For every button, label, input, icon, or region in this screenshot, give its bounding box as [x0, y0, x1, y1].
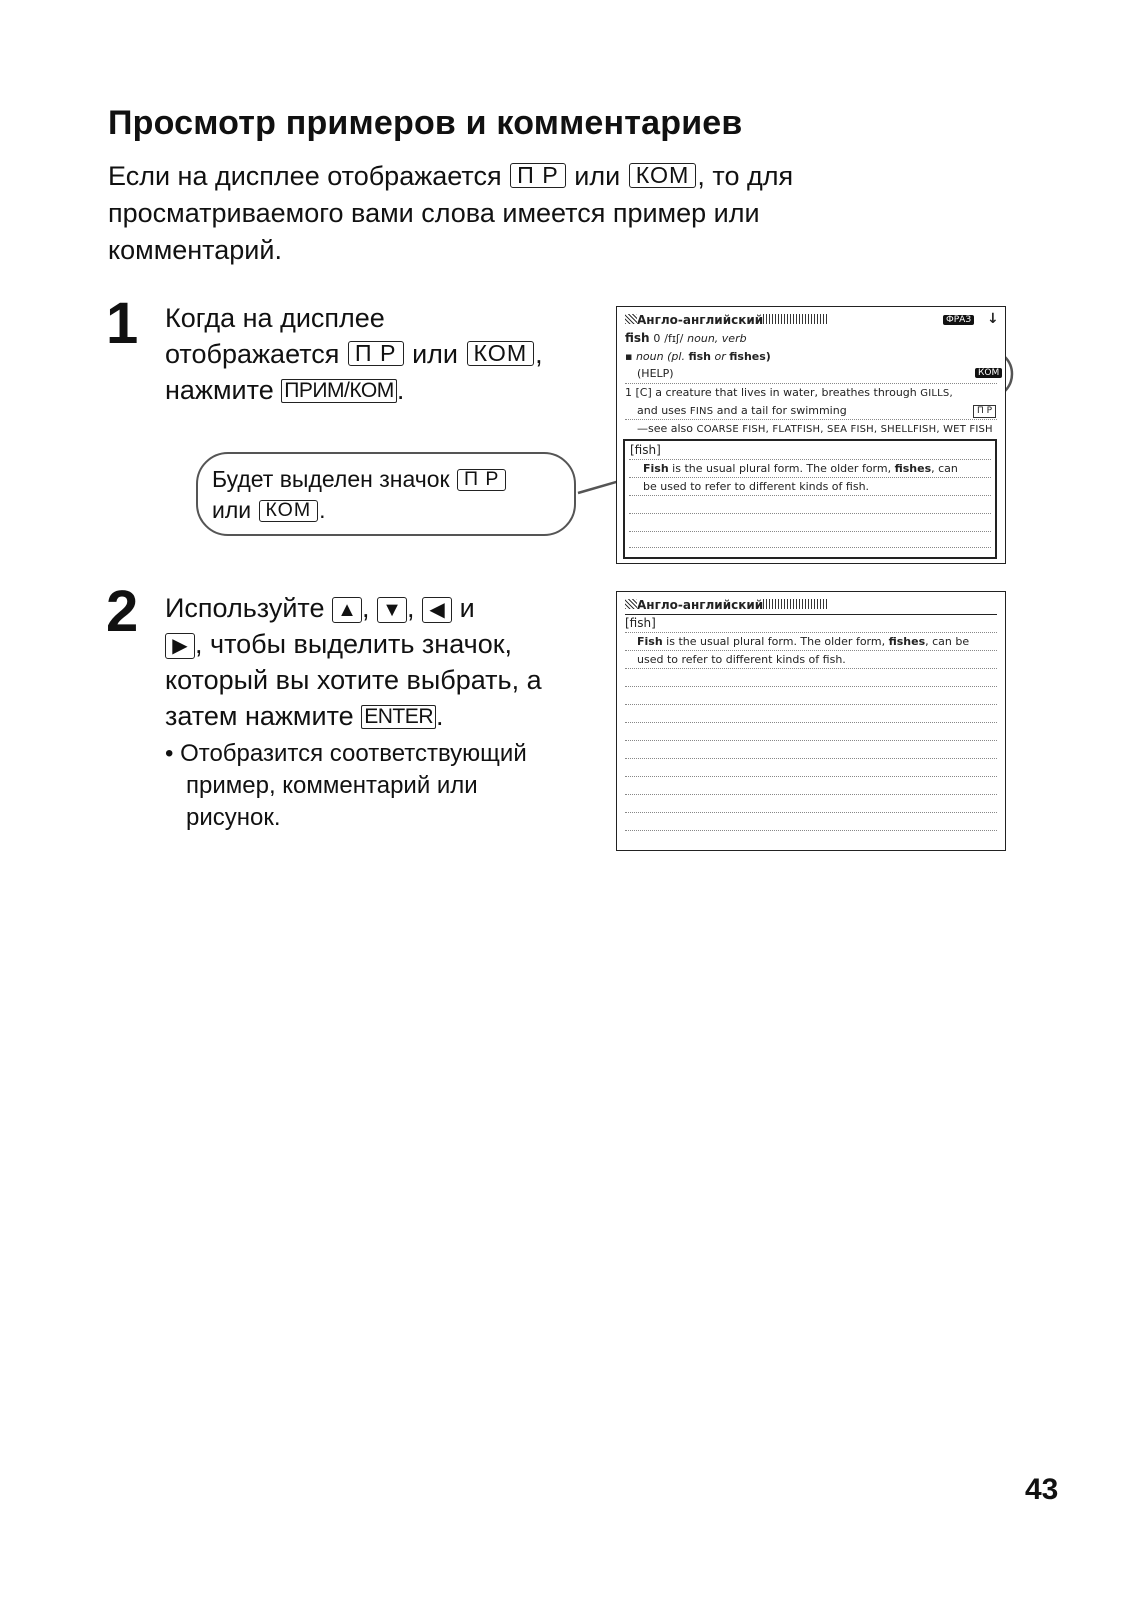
entry-line — [625, 331, 997, 346]
note-line-1 — [637, 634, 997, 649]
step-1-text-a: отображается — [165, 339, 340, 369]
popup-line-1 — [643, 461, 987, 476]
definition-text: 1 [C] a creature that lives in water, breathes through — [625, 386, 917, 399]
dotted-rule — [625, 383, 997, 384]
callout-period: . — [319, 497, 326, 523]
dotted-rule — [625, 794, 997, 795]
part-of-speech: noun, verb — [687, 332, 747, 345]
pr-icon: П Р — [510, 163, 566, 188]
step-2-period: . — [436, 701, 444, 731]
step-1-or: или — [412, 339, 458, 369]
dotted-rule — [625, 812, 997, 813]
popup-text-end: , can — [931, 462, 958, 475]
step-1-period: . — [396, 375, 405, 405]
step-2-text-a: Используйте — [165, 593, 325, 623]
step-2-number: 2 — [106, 579, 139, 644]
prim-kom-key: ПРИМ/КОМ — [281, 379, 397, 403]
dotted-rule — [625, 830, 997, 831]
definition-fins: FINS — [689, 406, 714, 417]
definition-text-b: and uses — [637, 404, 687, 417]
see-also-line — [637, 421, 997, 437]
intro-text-2: , то для — [697, 161, 794, 191]
popup-fish: Fish — [643, 462, 669, 475]
definition-text-c: and a tail for swimming — [716, 404, 847, 417]
dotted-rule — [629, 495, 991, 496]
phrase-badge: ФРАЗ — [943, 315, 974, 325]
dotted-rule — [625, 650, 997, 651]
kom-icon: КОМ — [259, 500, 319, 522]
kom-badge[interactable]: КОМ — [975, 368, 1002, 378]
popup-title: [fish] — [630, 443, 661, 457]
entry-word: fish — [625, 331, 650, 345]
noun-label: noun — [635, 350, 664, 363]
see-also-label: —see also — [637, 422, 694, 435]
dotted-rule — [629, 477, 991, 478]
step-1-text-b: нажмите — [165, 375, 274, 405]
dotted-rule — [629, 547, 991, 548]
screen-2-subtitle: [fish] — [625, 616, 656, 630]
pr-icon: П Р — [348, 341, 404, 366]
screen-2-header — [625, 598, 997, 613]
intro-or: или — [574, 161, 621, 191]
kom-icon: КОМ — [629, 163, 697, 188]
dotted-rule — [629, 459, 991, 460]
plural-label: (pl. — [667, 350, 685, 363]
step-1-comma: , — [535, 339, 543, 369]
see-also-items: COARSE FISH, FLATFISH, SEA FISH, SHELLFISH, WET FISH — [696, 424, 993, 435]
title-mark-icon — [625, 599, 637, 609]
intro-line-2: просматриваемого вами слова имеется пример или — [108, 198, 760, 228]
up-arrow-key-icon: ▲ — [332, 597, 362, 623]
note-text: is the usual plural form. The older form, — [662, 635, 889, 648]
note-text-end: , can be — [925, 635, 970, 648]
title-hatch-icon — [763, 314, 827, 324]
callout-text: Будет выделен значок — [212, 466, 450, 492]
help-line: (HELP) — [637, 367, 674, 380]
page-number: 43 — [1025, 1473, 1059, 1506]
plural-fishes: fishes) — [729, 350, 771, 363]
dictionary-screen-1 — [616, 306, 1006, 564]
screen-2-title: Англо-английский — [637, 598, 764, 612]
step-1-line-1: Когда на дисплее — [165, 303, 385, 333]
pronunciation: /fɪʃ/ — [664, 332, 684, 345]
note-fish: Fish — [637, 635, 663, 648]
pr-icon: П Р — [457, 469, 507, 491]
dotted-rule — [625, 740, 997, 741]
enter-key: ENTER — [361, 705, 436, 729]
intro-text: Если на дисплее отображается — [108, 161, 502, 191]
left-arrow-key-icon: ◀ — [422, 597, 452, 623]
bullet-line-1: • Отобразится соответствующий — [165, 740, 527, 767]
step-2-text: Используйте ▲ , ▼ , ◀ и ▶ , чтобы выделить значок, который вы хотите выбрать, а затем нажмите ENTER . — [165, 590, 595, 734]
popup-fishes: fishes — [894, 462, 932, 475]
plural-or: or — [714, 350, 726, 363]
note-fishes: fishes — [888, 635, 926, 648]
popup-text: is the usual plural form. The older form, — [668, 462, 895, 475]
definition-line-1 — [625, 385, 997, 401]
dotted-rule — [625, 758, 997, 759]
pr-badge[interactable]: П Р — [973, 405, 996, 418]
right-arrow-key-icon: ▶ — [165, 633, 195, 659]
dotted-rule — [625, 419, 997, 420]
dotted-rule — [625, 704, 997, 705]
step-2-text-b: затем нажмите — [165, 701, 354, 731]
noun-line: ▪ noun (pl. fish or fishes) — [625, 350, 771, 363]
step-2-line-3: который вы хотите выбрать, а — [165, 665, 542, 695]
header-rule — [625, 614, 997, 615]
screen-1-title: Англо-английский — [637, 313, 764, 327]
note-line-2: used to refer to different kinds of fish. — [637, 653, 846, 666]
kom-icon: КОМ — [467, 341, 535, 366]
dotted-rule — [625, 686, 997, 687]
dotted-rule — [625, 722, 997, 723]
dotted-rule — [629, 513, 991, 514]
screen-1-header — [625, 313, 997, 328]
intro-line-3: комментарий. — [108, 235, 282, 265]
dictionary-screen-2 — [616, 591, 1006, 851]
title-mark-icon — [625, 314, 637, 324]
down-arrow-key-icon: ▼ — [377, 597, 407, 623]
dotted-rule — [625, 632, 997, 633]
definition-gills: GILLS, — [920, 388, 953, 399]
step-2-line-2: , чтобы выделить значок, — [195, 629, 513, 659]
step-2-and: и — [459, 593, 475, 623]
dotted-rule — [625, 668, 997, 669]
popup-line-2: be used to refer to different kinds of fish. — [643, 480, 870, 493]
section-heading: Просмотр примеров и комментариев — [108, 104, 743, 142]
definition-line-2 — [637, 403, 997, 419]
bullet-line-3: рисунок. — [186, 804, 281, 831]
bullet-line-2: пример, комментарий или — [186, 772, 478, 799]
dotted-rule — [629, 531, 991, 532]
plural-fish: fish — [688, 350, 711, 363]
title-hatch-icon — [763, 599, 827, 609]
callout-or: или — [212, 497, 252, 523]
key-mark: 0 — [653, 332, 661, 345]
step-1-number: 1 — [106, 291, 139, 356]
dotted-rule — [625, 776, 997, 777]
note-popup — [623, 439, 997, 559]
scroll-down-icon: ↓ — [987, 311, 999, 327]
step-2-bullet — [165, 738, 585, 834]
